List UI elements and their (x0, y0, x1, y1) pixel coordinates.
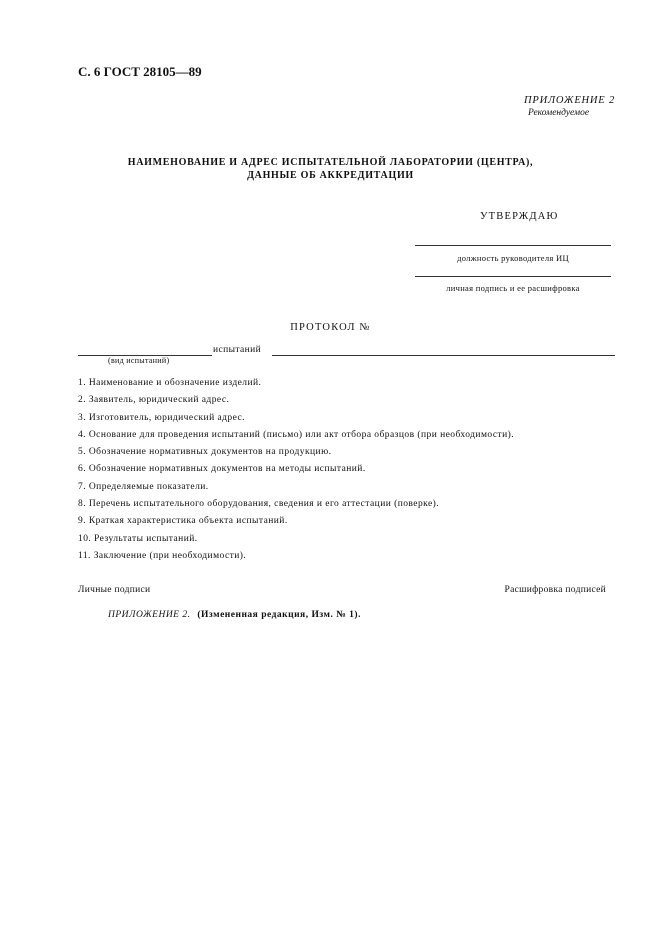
tests-word: испытаний (213, 345, 262, 355)
page-header: С. 6 ГОСТ 28105—89 (78, 64, 202, 79)
document-title-line1: НАИМЕНОВАНИЕ И АДРЕС ИСПЫТАТЕЛЬНОЙ ЛАБОРАТОРИИ (ЦЕНТРА), (127, 157, 534, 168)
appendix-label: ПРИЛОЖЕНИЕ 2 (524, 95, 615, 106)
signatures-decoding-label: Расшифровка подписей (504, 585, 606, 595)
list-item: 4. Основание для проведения испытаний (письмо) или акт отбора образцов (при необходимости). (78, 429, 515, 440)
list-item: 3. Изготовитель, юридический адрес. (78, 412, 245, 423)
list-item: 2. Заявитель, юридический адрес. (78, 395, 230, 406)
signature-line (415, 276, 611, 277)
list-item: 5. Обозначение нормативных документов на продукцию. (78, 447, 332, 458)
amendment-note-label: ПРИЛОЖЕНИЕ 2. (108, 610, 191, 620)
position-caption: должность руководителя ИЦ (457, 253, 569, 263)
list-item: 11. Заключение (при необходимости). (78, 550, 247, 561)
list-item: 6. Обозначение нормативных документов на методы испытаний. (78, 464, 366, 475)
list-item: 8. Перечень испытательного оборудования, сведения и его аттестации (поверке). (78, 499, 440, 510)
test-type-caption: (вид испытаний) (108, 356, 170, 365)
document-title-line2: ДАННЫЕ ОБ АККРЕДИТАЦИИ (247, 170, 414, 181)
position-line (415, 245, 611, 246)
list-item: 9. Краткая характеристика объекта испытаний. (78, 516, 288, 527)
list-item: 1. Наименование и обозначение изделий. (78, 378, 262, 388)
amendment-note-text: (Измененная редакция, Изм. № 1). (197, 610, 361, 620)
appendix-status: Рекомендуемое (528, 108, 590, 118)
protocol-heading: ПРОТОКОЛ № (290, 322, 371, 333)
amendment-note (108, 610, 361, 620)
test-details-blank (272, 355, 615, 356)
list-item: 10. Результаты испытаний. (78, 533, 198, 544)
approval-heading: УТВЕРЖДАЮ (480, 211, 559, 222)
personal-signatures-label: Личные подписи (78, 585, 151, 595)
list-item: 7. Определяемые показатели. (78, 481, 209, 492)
protocol-items-list (78, 377, 514, 567)
signature-caption: личная подпись и ее расшифровка (446, 283, 580, 293)
